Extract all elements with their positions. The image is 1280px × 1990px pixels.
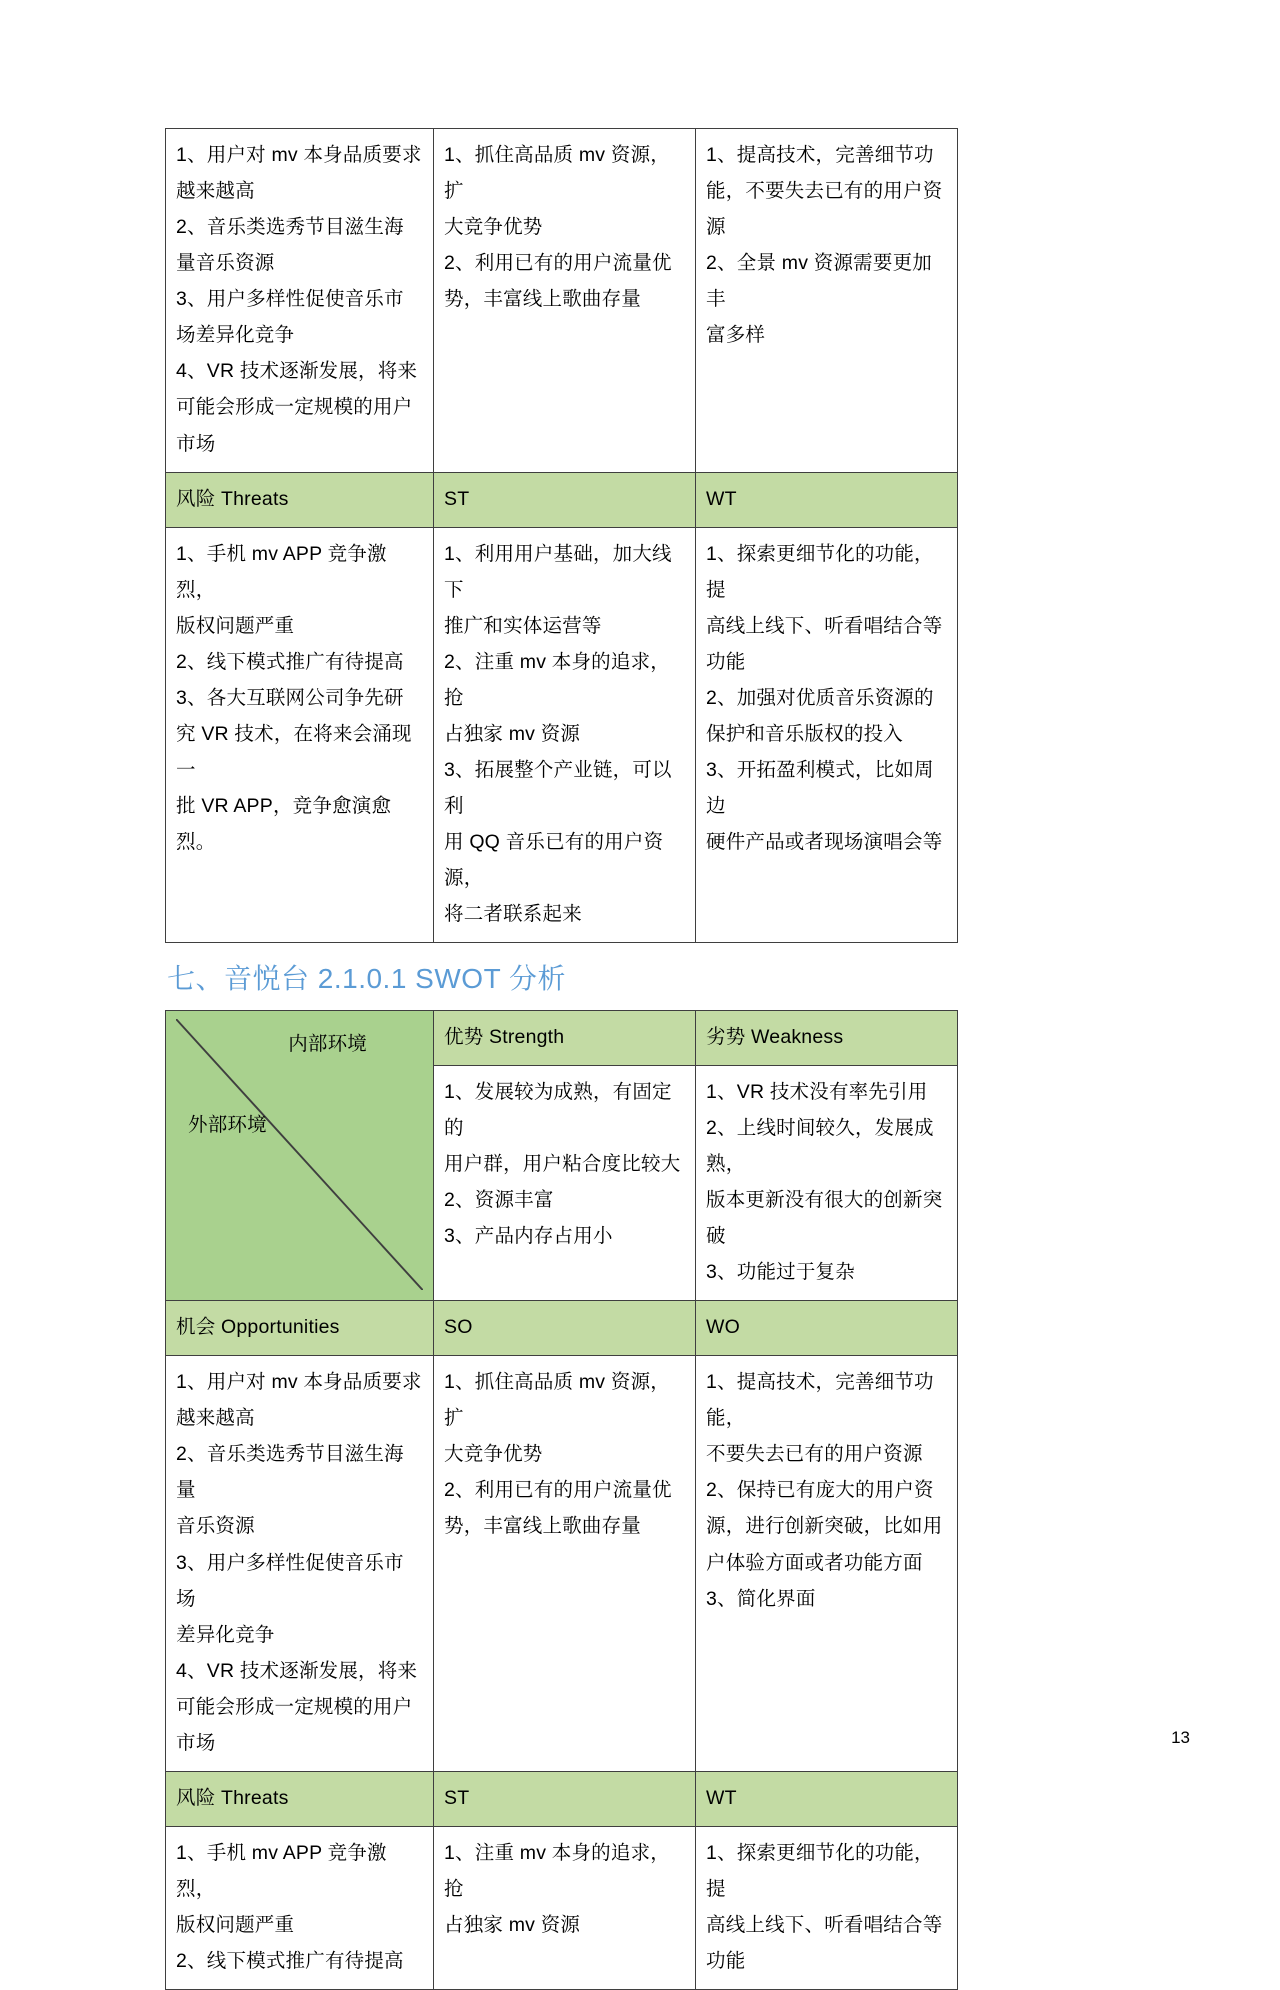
cell-st-list (434, 1826, 696, 1989)
cell-line: 3、开拓盈利模式，比如周边 (706, 759, 934, 818)
swot-table-top (165, 128, 958, 943)
cell-line: 3、用户多样性促使音乐市 (176, 288, 404, 311)
cell-line: 2、音乐类选秀节目滋生海量 (176, 1443, 404, 1502)
top-margin-spacer (165, 0, 957, 128)
swot-table-bottom (165, 1010, 958, 1990)
cell-line: 占独家 mv 资源 (444, 1914, 581, 1937)
header-wo: WO (696, 1301, 958, 1356)
header-st: ST (434, 472, 696, 527)
cell-st-list (434, 527, 696, 943)
cell-line: 3、功能过于复杂 (706, 1261, 855, 1284)
table-header-row-threats (166, 472, 958, 527)
cell-line: 2、注重 mv 本身的追求，抢 (444, 650, 670, 709)
header-weakness: 劣势 Weakness (696, 1010, 958, 1065)
cell-line: 势，丰富线上歌曲存量 (444, 288, 642, 311)
cell-line: 可能会形成一定规模的用户 (176, 1695, 413, 1718)
cell-line: 量音乐资源 (176, 252, 275, 275)
cell-line: 源 (706, 216, 726, 239)
cell-line: 破 (706, 1225, 726, 1248)
cell-line: 市场 (176, 432, 216, 455)
cell-line: 1、抓住高品质 mv 资源，扩 (444, 1371, 670, 1430)
table-row (166, 129, 958, 473)
cell-line: 3、拓展整个产业链，可以利 (444, 759, 672, 818)
page-number: 13 (1171, 1728, 1190, 1747)
cell-line: 版权问题严重 (176, 1914, 295, 1937)
cell-line: 2、加强对优质音乐资源的 (706, 686, 934, 709)
table-header-row-opportunities (166, 1301, 958, 1356)
cell-line: 1、提高技术，完善细节功 (706, 144, 934, 166)
table-row (166, 527, 958, 943)
cell-wt-list (696, 1826, 958, 1989)
cell-line: 高线上线下、听看唱结合等 (706, 1914, 943, 1937)
internal-environment-label: 内部环境 (288, 1032, 367, 1055)
cell-line: 户体验方面或者功能方面 (706, 1551, 923, 1574)
cell-line: 越来越高 (176, 1407, 255, 1430)
cell-line: 3、用户多样性促使音乐市场 (176, 1551, 404, 1610)
table-row (166, 1826, 958, 1989)
cell-weakness-list (696, 1065, 958, 1300)
header-st: ST (434, 1771, 696, 1826)
cell-line: 1、手机 mv APP 竞争激烈， (176, 1841, 387, 1901)
cell-line: 1、注重 mv 本身的追求，抢 (444, 1841, 670, 1901)
cell-line: 2、保持已有庞大的用户资 (706, 1479, 934, 1502)
cell-threats-list (166, 527, 434, 943)
page-content (165, 0, 957, 1990)
cell-wt-list (696, 527, 958, 943)
table-header-row-sw (166, 1010, 958, 1065)
section-heading: 七、音悦台 2.1.0.1 SWOT 分析 (167, 963, 566, 995)
cell-line: 4、VR 技术逐渐发展，将来 (176, 1659, 418, 1682)
cell-line: 不要失去已有的用户资源 (706, 1443, 923, 1466)
cell-line: 1、提高技术，完善细节功能， (706, 1371, 934, 1430)
cell-line: 1、用户对 mv 本身品质要求 (176, 1371, 422, 1394)
cell-line: 占独家 mv 资源 (444, 722, 581, 745)
cell-line: 场差异化竞争 (176, 324, 295, 347)
cell-line: 1、抓住高品质 mv 资源，扩 (444, 144, 670, 203)
cell-so-list (434, 129, 696, 473)
cell-line: 硬件产品或者现场演唱会等 (706, 831, 943, 854)
cell-line: 用户群，用户粘合度比较大 (444, 1152, 681, 1175)
cell-line: 用 QQ 音乐已有的用户资源， (444, 831, 664, 890)
cell-line: 版本更新没有很大的创新突 (706, 1188, 943, 1211)
cell-line: 势，丰富线上歌曲存量 (444, 1515, 642, 1538)
cell-line: 源，进行创新突破，比如用 (706, 1515, 943, 1538)
cell-line: 差异化竞争 (176, 1623, 275, 1646)
cell-line: 4、VR 技术逐渐发展，将来 (176, 360, 418, 383)
cell-line: 2、音乐类选秀节目滋生海 (176, 216, 404, 239)
table-row (166, 1356, 958, 1772)
cell-line: 1、探索更细节化的功能，提 (706, 1841, 934, 1901)
cell-line: 3、产品内存占用小 (444, 1225, 613, 1248)
cell-line: 3、简化界面 (706, 1587, 816, 1610)
cell-line: 1、VR 技术没有率先引用 (706, 1080, 928, 1103)
cell-line: 版权问题严重 (176, 614, 295, 637)
header-threats: 风险 Threats (166, 1771, 434, 1826)
cell-opportunities-list (166, 129, 434, 473)
header-wt: WT (696, 1771, 958, 1826)
header-threats: 风险 Threats (166, 472, 434, 527)
header-opportunities: 机会 Opportunities (166, 1301, 434, 1356)
cell-line: 2、利用已有的用户流量优 (444, 1479, 672, 1502)
cell-wo-list (696, 129, 958, 473)
cell-line: 大竞争优势 (444, 1443, 543, 1466)
corner-diagonal-cell (166, 1010, 434, 1300)
cell-line: 1、手机 mv APP 竞争激烈， (176, 542, 387, 601)
external-environment-label: 外部环境 (188, 1113, 267, 1136)
cell-line: 2、全景 mv 资源需要更加丰 (706, 252, 932, 311)
cell-line: 越来越高 (176, 180, 255, 203)
cell-line: 音乐资源 (176, 1515, 255, 1538)
cell-line: 2、上线时间较久，发展成熟， (706, 1116, 934, 1175)
cell-wo-list (696, 1356, 958, 1772)
cell-line: 1、用户对 mv 本身品质要求 (176, 144, 422, 166)
cell-line: 1、发展较为成熟，有固定的 (444, 1080, 672, 1139)
cell-line: 3、各大互联网公司争先研 (176, 686, 404, 709)
cell-line: 功能 (706, 650, 746, 673)
table-header-row-threats (166, 1771, 958, 1826)
cell-line: 1、利用用户基础，加大线下 (444, 542, 672, 601)
cell-threats-list (166, 1826, 434, 1989)
cell-strength-list (434, 1065, 696, 1300)
cell-line: 大竞争优势 (444, 216, 543, 239)
cell-line: 批 VR APP，竞争愈演愈烈。 (176, 795, 392, 854)
cell-line: 市场 (176, 1731, 216, 1754)
cell-line: 推广和实体运营等 (444, 614, 602, 637)
header-so: SO (434, 1301, 696, 1356)
cell-line: 功能 (706, 1950, 746, 1973)
cell-line: 高线上线下、听看唱结合等 (706, 614, 943, 637)
cell-line: 将二者联系起来 (444, 903, 582, 926)
cell-so-list (434, 1356, 696, 1772)
cell-line: 保护和音乐版权的投入 (706, 722, 904, 745)
cell-line: 1、探索更细节化的功能，提 (706, 542, 934, 601)
header-strength: 优势 Strength (434, 1010, 696, 1065)
cell-line: 能，不要失去已有的用户资 (706, 180, 943, 203)
cell-line: 2、资源丰富 (444, 1188, 554, 1211)
cell-opportunities-list (166, 1356, 434, 1772)
cell-line: 富多样 (706, 324, 766, 347)
cell-line: 可能会形成一定规模的用户 (176, 396, 413, 419)
cell-line: 2、线下模式推广有待提高 (176, 1950, 404, 1973)
cell-line: 2、线下模式推广有待提高 (176, 650, 404, 673)
cell-line: 究 VR 技术，在将来会涌现一 (176, 722, 412, 781)
header-wt: WT (696, 472, 958, 527)
cell-line: 2、利用已有的用户流量优 (444, 252, 672, 275)
